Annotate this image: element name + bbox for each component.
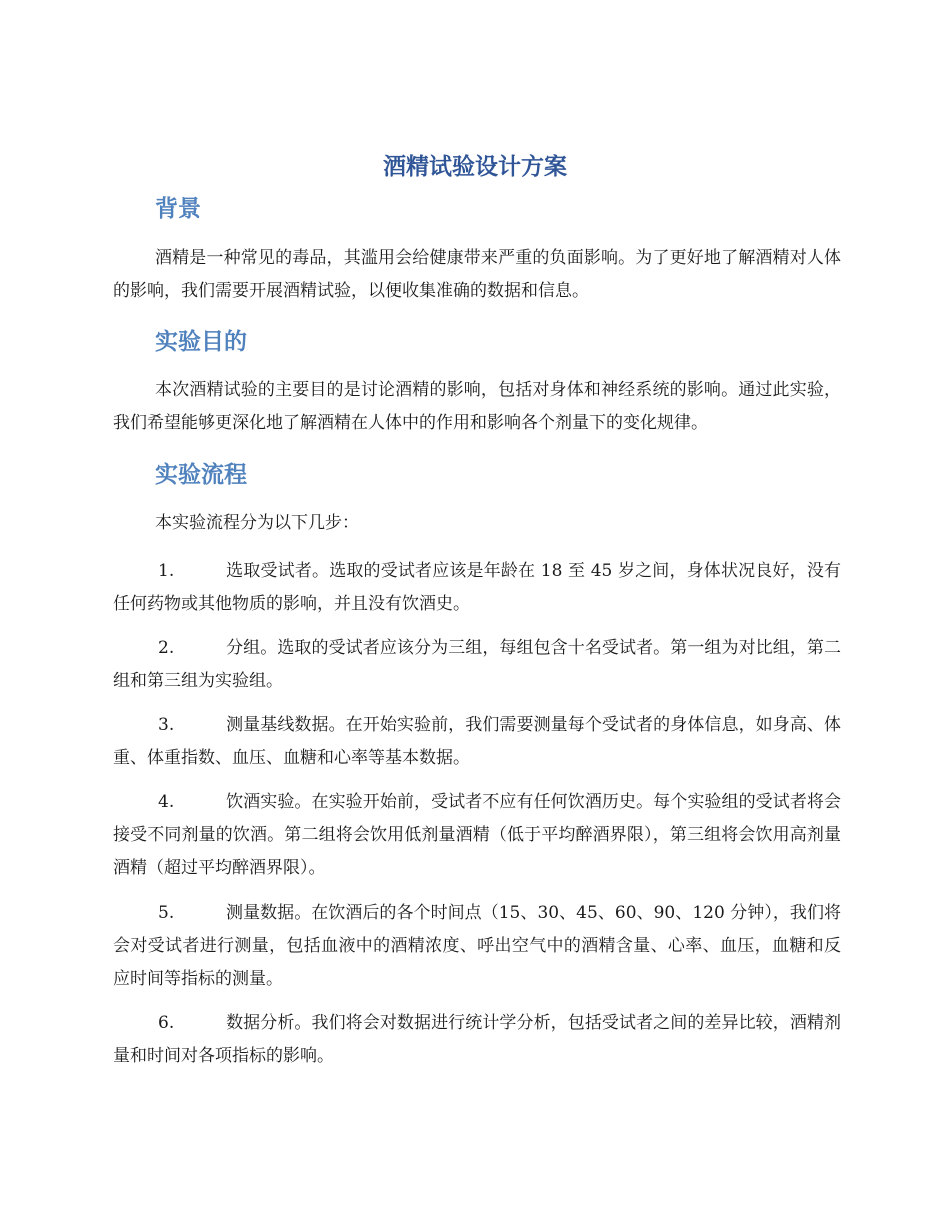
- list-item: [113, 709, 841, 775]
- list-item: [113, 632, 841, 698]
- paragraph-process-intro: 本实验流程分为以下几步：: [155, 513, 359, 533]
- list-item-text: 选取受试者。选取的受试者应该是年龄在 18 至 45 岁之间，身体状况良好，没有任何药物或其他物质的影响，并且没有饮酒史。: [113, 561, 841, 614]
- list-item-number: 1.: [158, 561, 175, 581]
- list-item-text: 测量数据。在饮酒后的各个时间点（15、30、45、60、90、120 分钟），我们将会对受试者进行测量，包括血液中的酒精浓度、呼出空气中的酒精含量、心率、血压，血糖和反应时间等指标的测量。: [113, 903, 841, 989]
- heading-purpose: 实验目的: [155, 329, 247, 355]
- paragraph-background: 酒精是一种常见的毒品，其滥用会给健康带来严重的负面影响。为了更好地了解酒精对人体的影响，我们需要开展酒精试验，以便收集准确的数据和信息。: [113, 248, 841, 301]
- list-item-text: 分组。选取的受试者应该分为三组，每组包含十名受试者。第一组为对比组，第二组和第三组为实验组。: [113, 638, 841, 691]
- list-item-text: 测量基线数据。在开始实验前，我们需要测量每个受试者的身体信息，如身高、体重、体重指数、血压、血糖和心率等基本数据。: [113, 715, 841, 768]
- list-item: [113, 897, 841, 996]
- list-item-number: 6.: [158, 1013, 175, 1033]
- list-item: [113, 1007, 841, 1073]
- list-item-number: 4.: [158, 792, 175, 812]
- list-item-text: 饮酒实验。在实验开始前，受试者不应有任何饮酒历史。每个实验组的受试者将会接受不同剂量的饮酒。第二组将会饮用低剂量酒精（低于平均醉酒界限），第三组将会饮用高剂量酒精（超过平均醉酒界限）。: [113, 792, 841, 878]
- paragraph-purpose: 本次酒精试验的主要目的是讨论酒精的影响，包括对身体和神经系统的影响。通过此实验，我们希望能够更深化地了解酒精在人体中的作用和影响各个剂量下的变化规律。: [113, 380, 841, 433]
- heading-process: 实验流程: [155, 462, 247, 488]
- list-item-number: 5.: [158, 903, 175, 923]
- heading-background: 背景: [155, 196, 201, 222]
- document-title: 酒精试验设计方案: [383, 154, 567, 180]
- list-item: [113, 555, 841, 621]
- list-item: [113, 786, 841, 885]
- list-item-number: 3.: [158, 715, 175, 735]
- list-item-number: 2.: [158, 638, 175, 658]
- list-item-text: 数据分析。我们将会对数据进行统计学分析，包括受试者之间的差异比较，酒精剂量和时间对各项指标的影响。: [113, 1013, 841, 1066]
